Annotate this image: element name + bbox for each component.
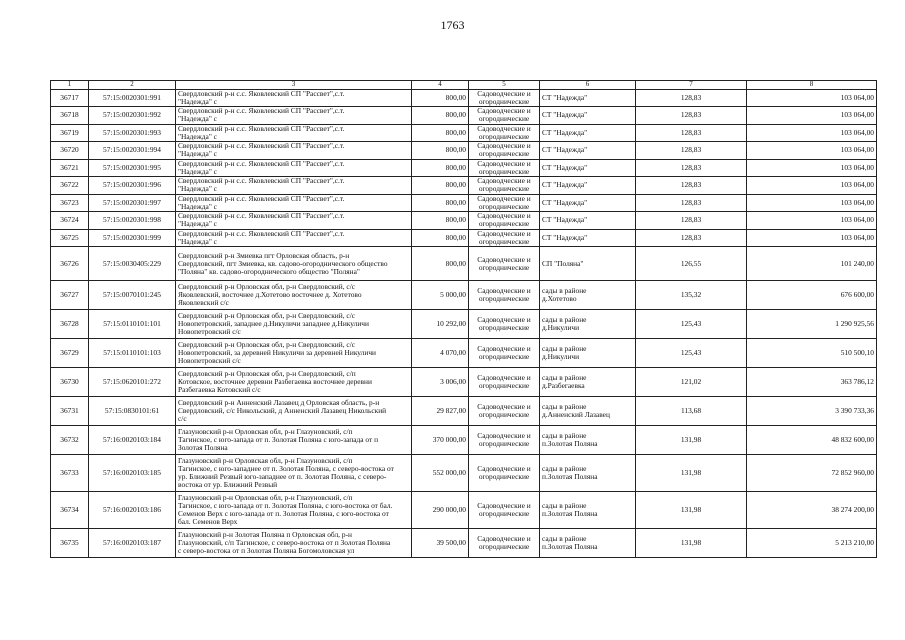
specific-cadastral-value: 128,83 <box>636 177 747 195</box>
cadastral-value: 103 064,00 <box>747 229 877 247</box>
plot-area: 552 000,00 <box>412 455 469 492</box>
plot-address <box>176 426 412 455</box>
plot-address-text: Глазуновский р-н Орловская обл, р-н Глазуновский, с/п Тагинское, с юго-запада от п. Золотая Поляна, с юго-востока от бал. Семенов Верх с юго-запада от п. Золотая Поляна, с юго-востока от бал. Семенов Верх <box>178 493 393 527</box>
table-row <box>51 455 877 492</box>
plot-location: сады в районе д.Никуличи <box>540 339 636 368</box>
specific-cadastral-value: 131,98 <box>636 492 747 529</box>
cadastral-value: 1 290 925,56 <box>747 310 877 339</box>
row-number: 36726 <box>51 247 89 281</box>
plot-area: 290 000,00 <box>412 492 469 529</box>
cadastral-value: 103 064,00 <box>747 177 877 195</box>
plot-area: 5 000,00 <box>412 281 469 310</box>
permitted-use: Садоводческие и огороднические <box>469 177 540 195</box>
permitted-use: Садоводческие и огороднические <box>469 142 540 160</box>
plot-location: СТ "Надежда" <box>540 107 636 125</box>
plot-address <box>176 229 412 247</box>
plot-location: сады в районе п.Золотая Поляна <box>540 455 636 492</box>
plot-location: сады в районе д.Хотетово <box>540 281 636 310</box>
cadastral-number: 57:15:0020301:997 <box>89 194 176 212</box>
table-row <box>51 492 877 529</box>
specific-cadastral-value: 128,83 <box>636 142 747 160</box>
plot-location: СТ "Надежда" <box>540 229 636 247</box>
table-row <box>51 368 877 397</box>
row-number: 36728 <box>51 310 89 339</box>
row-number: 36735 <box>51 529 89 558</box>
row-number: 36731 <box>51 397 89 426</box>
specific-cadastral-value: 128,83 <box>636 229 747 247</box>
specific-cadastral-value: 128,83 <box>636 107 747 125</box>
specific-cadastral-value: 128,83 <box>636 89 747 107</box>
plot-area: 800,00 <box>412 107 469 125</box>
column-number: 5 <box>469 81 540 90</box>
plot-address-text: Свердловский р-н Орловская обл, р-н Свердловский, с/с Новопетровский, западнее д.Никуличи западнее д.Никуличи Новопетровский с/с <box>178 311 369 337</box>
cadastral-value: 363 786,12 <box>747 368 877 397</box>
plot-location: СТ "Надежда" <box>540 212 636 230</box>
row-number: 36732 <box>51 426 89 455</box>
plot-area: 800,00 <box>412 142 469 160</box>
plot-area: 800,00 <box>412 212 469 230</box>
cadastral-number: 57:15:0020301:996 <box>89 177 176 195</box>
plot-location: СТ "Надежда" <box>540 142 636 160</box>
permitted-use: Садоводческие и огороднические <box>469 159 540 177</box>
cadastral-value: 103 064,00 <box>747 194 877 212</box>
plot-address-text: Свердловский р-н с.с. Яковлевский СП "Рассвет",с.т. "Надежда" с <box>178 89 345 106</box>
table-row <box>51 124 877 142</box>
table-row <box>51 107 877 125</box>
plot-area: 3 006,00 <box>412 368 469 397</box>
cadastral-number: 57:16:0020103:184 <box>89 426 176 455</box>
column-number: 8 <box>747 81 877 90</box>
cadastral-number: 57:15:0620101:272 <box>89 368 176 397</box>
table-row <box>51 281 877 310</box>
cadastral-value: 5 213 210,00 <box>747 529 877 558</box>
table-row <box>51 89 877 107</box>
plot-location: сады в районе п.Золотая Поляна <box>540 529 636 558</box>
permitted-use: Садоводческие и огороднические <box>469 212 540 230</box>
specific-cadastral-value: 128,83 <box>636 124 747 142</box>
column-number: 3 <box>176 81 412 90</box>
cadastral-value: 103 064,00 <box>747 107 877 125</box>
table-row <box>51 339 877 368</box>
specific-cadastral-value: 131,98 <box>636 426 747 455</box>
cadastral-value: 103 064,00 <box>747 212 877 230</box>
permitted-use: Садоводческие и огороднические <box>469 397 540 426</box>
cadastral-number: 57:15:0020301:999 <box>89 229 176 247</box>
column-number: 7 <box>636 81 747 90</box>
plot-address <box>176 107 412 125</box>
table-row <box>51 159 877 177</box>
plot-address <box>176 368 412 397</box>
row-number: 36730 <box>51 368 89 397</box>
plot-area: 800,00 <box>412 124 469 142</box>
row-number: 36718 <box>51 107 89 125</box>
plot-location: СТ "Надежда" <box>540 194 636 212</box>
permitted-use: Садоводческие и огороднические <box>469 107 540 125</box>
plot-address-text: Глазуновский р-н Золотая Поляна п Орловская обл, р-н Глазуновский, с/п Тагинское, с северо-востока от п Золотая Поляна с северо-востока от п Золотая Поляна Богомоловская ул <box>178 530 391 556</box>
row-number: 36719 <box>51 124 89 142</box>
cadastral-number: 57:15:0110101:101 <box>89 310 176 339</box>
plot-location: сады в районе д.Анненский Лазавец <box>540 397 636 426</box>
plot-address <box>176 142 412 160</box>
cadastral-number: 57:16:0020103:187 <box>89 529 176 558</box>
plot-address-text: Свердловский р-н Змиевка пгт Орловская область, р-н Свердловский, пгт Змиевка, кв. садово-огороднического общество "Поляна" кв. садово-огороднического общество "Поляна" <box>178 250 388 276</box>
plot-address-text: Свердловский р-н с.с. Яковлевский СП "Рассвет",с.т. "Надежда" с <box>178 194 345 211</box>
specific-cadastral-value: 128,83 <box>636 212 747 230</box>
table-row <box>51 229 877 247</box>
cadastral-value: 510 500,10 <box>747 339 877 368</box>
plot-address-text: Глазуновский р-н Орловская обл, р-н Глазуновский, с/п Тагинское, с юго-запада от п. Золотая Поляна с юго-запада от п Золотая Поляна <box>178 427 379 453</box>
row-number: 36724 <box>51 212 89 230</box>
plot-area: 4 070,00 <box>412 339 469 368</box>
cadastral-value: 103 064,00 <box>747 124 877 142</box>
cadastral-value: 38 274 200,00 <box>747 492 877 529</box>
row-number: 36723 <box>51 194 89 212</box>
permitted-use: Садоводческие и огороднические <box>469 339 540 368</box>
plot-address-text: Свердловский р-н с.с. Яковлевский СП "Рассвет",с.т. "Надежда" с <box>178 124 345 141</box>
cadastral-value: 72 852 960,00 <box>747 455 877 492</box>
permitted-use: Садоводческие и огороднические <box>469 194 540 212</box>
permitted-use: Садоводческие и огороднические <box>469 310 540 339</box>
cadastral-number: 57:15:0070101:245 <box>89 281 176 310</box>
table-row <box>51 397 877 426</box>
plot-location: сады в районе п.Золотая Поляна <box>540 492 636 529</box>
specific-cadastral-value: 131,98 <box>636 529 747 558</box>
row-number: 36727 <box>51 281 89 310</box>
cadastral-value: 103 064,00 <box>747 89 877 107</box>
land-plots-table <box>50 80 877 558</box>
column-number: 6 <box>540 81 636 90</box>
permitted-use: Садоводческие и огороднические <box>469 281 540 310</box>
row-number: 36720 <box>51 142 89 160</box>
cadastral-number: 57:16:0020103:186 <box>89 492 176 529</box>
plot-address <box>176 310 412 339</box>
plot-location: СТ "Надежда" <box>540 159 636 177</box>
plot-address-text: Свердловский р-н с.с. Яковлевский СП "Рассвет",с.т. "Надежда" с <box>178 229 345 246</box>
plot-area: 800,00 <box>412 89 469 107</box>
cadastral-number: 57:16:0020103:185 <box>89 455 176 492</box>
plot-area: 39 500,00 <box>412 529 469 558</box>
plot-address-text: Свердловский р-н Орловская обл, р-н Свердловский, с/с Яковлевский, восточнее д.Хотетово восточнее д. Хотетово Яковлевский с/с <box>178 282 362 308</box>
plot-location: СТ "Надежда" <box>540 177 636 195</box>
plot-address <box>176 89 412 107</box>
specific-cadastral-value: 125,43 <box>636 310 747 339</box>
specific-cadastral-value: 128,83 <box>636 194 747 212</box>
cadastral-value: 676 600,00 <box>747 281 877 310</box>
row-number: 36725 <box>51 229 89 247</box>
plot-location: СТ "Надежда" <box>540 124 636 142</box>
row-number: 36717 <box>51 89 89 107</box>
column-number: 1 <box>51 81 89 90</box>
plot-address <box>176 124 412 142</box>
plot-location: СП "Поляна" <box>540 247 636 281</box>
table-row <box>51 426 877 455</box>
plot-location: сады в районе п.Золотая Поляна <box>540 426 636 455</box>
column-number: 2 <box>89 81 176 90</box>
specific-cadastral-value: 128,83 <box>636 159 747 177</box>
cadastral-value: 103 064,00 <box>747 159 877 177</box>
plot-area: 800,00 <box>412 247 469 281</box>
cadastral-value: 3 390 733,36 <box>747 397 877 426</box>
row-number: 36734 <box>51 492 89 529</box>
cadastral-number: 57:15:0110101:103 <box>89 339 176 368</box>
permitted-use: Садоводческие и огороднические <box>469 492 540 529</box>
plot-address-text: Глазуновский р-н Орловская обл, р-н Глазуновский, с/п Тагинское, с юго-западнее от п. Золотая Поляна, с северо-востока от ур. Ближний Резвый юго-западнее от п. Золотая Поляна, с северо- востока от ур. Ближний Резвый <box>178 456 394 490</box>
plot-area: 800,00 <box>412 229 469 247</box>
plot-address-text: Свердловский р-н Анненский Лазавец д Орловская область, р-н Свердловский, с/с Никольский, д Анненский Лазавец Никольский с/с <box>178 398 387 424</box>
plot-address <box>176 455 412 492</box>
plot-area: 800,00 <box>412 159 469 177</box>
cadastral-number: 57:15:0020301:992 <box>89 107 176 125</box>
cadastral-number: 57:15:0830101:61 <box>89 397 176 426</box>
plot-location: СТ "Надежда" <box>540 89 636 107</box>
column-number-row <box>51 81 877 90</box>
page-number: 1763 <box>440 18 465 32</box>
permitted-use: Садоводческие и огороднические <box>469 247 540 281</box>
specific-cadastral-value: 131,98 <box>636 455 747 492</box>
permitted-use: Садоводческие и огороднические <box>469 455 540 492</box>
permitted-use: Садоводческие и огороднические <box>469 124 540 142</box>
specific-cadastral-value: 121,02 <box>636 368 747 397</box>
plot-area: 10 292,00 <box>412 310 469 339</box>
plot-address-text: Свердловский р-н Орловская обл, р-н Свердловский, с/с Новопетровский, за деревней Никуличи за деревней Никуличи Новопетровский с/с <box>178 340 376 366</box>
specific-cadastral-value: 135,32 <box>636 281 747 310</box>
cadastral-number: 57:15:0020301:995 <box>89 159 176 177</box>
plot-address-text: Свердловский р-н с.с. Яковлевский СП "Рассвет",с.т. "Надежда" с <box>178 106 345 124</box>
permitted-use: Садоводческие и огороднические <box>469 426 540 455</box>
row-number: 36722 <box>51 177 89 195</box>
plot-address <box>176 194 412 212</box>
plot-location: сады в районе д.Разбегаевка <box>540 368 636 397</box>
plot-address <box>176 397 412 426</box>
cadastral-number: 57:15:0020301:993 <box>89 124 176 142</box>
cadastral-number: 57:15:0020301:998 <box>89 212 176 230</box>
row-number: 36729 <box>51 339 89 368</box>
plot-address <box>176 247 412 281</box>
plot-address <box>176 177 412 195</box>
table-row <box>51 529 877 558</box>
specific-cadastral-value: 126,55 <box>636 247 747 281</box>
plot-address <box>176 159 412 177</box>
permitted-use: Садоводческие и огороднические <box>469 229 540 247</box>
permitted-use: Садоводческие и огороднические <box>469 368 540 397</box>
plot-address <box>176 281 412 310</box>
table-row <box>51 142 877 160</box>
plot-address-text: Свердловский р-н с.с. Яковлевский СП "Рассвет",с.т. "Надежда" с <box>178 176 345 194</box>
plot-address <box>176 529 412 558</box>
plot-address-text: Свердловский р-н с.с. Яковлевский СП "Рассвет",с.т. "Надежда" с <box>178 211 345 229</box>
cadastral-number: 57:15:0020301:991 <box>89 89 176 107</box>
permitted-use: Садоводческие и огороднические <box>469 89 540 107</box>
plot-address <box>176 339 412 368</box>
table-row <box>51 177 877 195</box>
table-row <box>51 194 877 212</box>
cadastral-value: 48 832 600,00 <box>747 426 877 455</box>
specific-cadastral-value: 113,68 <box>636 397 747 426</box>
plot-address <box>176 492 412 529</box>
plot-area: 29 827,00 <box>412 397 469 426</box>
table-row <box>51 310 877 339</box>
plot-address <box>176 212 412 230</box>
cadastral-number: 57:15:0030405:229 <box>89 247 176 281</box>
plot-address-text: Свердловский р-н с.с. Яковлевский СП "Рассвет",с.т. "Надежда" с <box>178 141 345 159</box>
cadastral-value: 101 240,00 <box>747 247 877 281</box>
plot-area: 800,00 <box>412 194 469 212</box>
table-body <box>51 89 877 558</box>
row-number: 36733 <box>51 455 89 492</box>
plot-area: 800,00 <box>412 177 469 195</box>
plot-location: сады в районе д.Никуличи <box>540 310 636 339</box>
specific-cadastral-value: 125,43 <box>636 339 747 368</box>
row-number: 36721 <box>51 159 89 177</box>
permitted-use: Садоводческие и огороднические <box>469 529 540 558</box>
cadastral-value: 103 064,00 <box>747 142 877 160</box>
plot-address-text: Свердловский р-н Орловская обл, р-н Свердловский, с/п Котовское, восточнее деревни Разбегаевка восточнее деревни Разбегаевка Котовский с/с <box>178 369 372 395</box>
table-row <box>51 247 877 281</box>
column-number: 4 <box>412 81 469 90</box>
table-row <box>51 212 877 230</box>
plot-address-text: Свердловский р-н с.с. Яковлевский СП "Рассвет",с.т. "Надежда" с <box>178 159 345 176</box>
cadastral-number: 57:15:0020301:994 <box>89 142 176 160</box>
plot-area: 370 000,00 <box>412 426 469 455</box>
